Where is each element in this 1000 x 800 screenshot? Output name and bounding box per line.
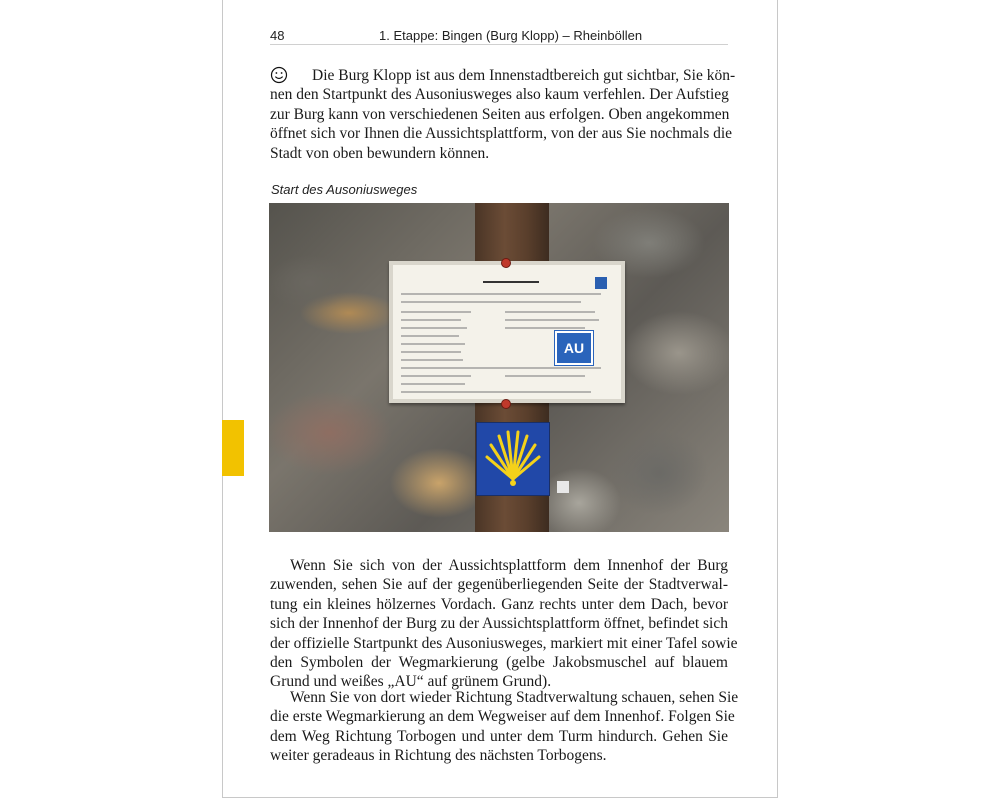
body-line: Grund und weißes „AU“ auf grünem Grund). [270, 673, 552, 691]
body-line: der offizielle Startpunkt des Ausoniusweges, markiert mit einer Tafel sowie [270, 634, 738, 652]
intro-line: Die Burg Klopp ist aus dem Innenstadtbereich gut sichtbar, Sie kön- [312, 67, 736, 84]
intro-line: zur Burg kann von verschiedenen Seiten aus erfolgen. Oben angekommen [270, 105, 730, 123]
chapter-thumb-tab [222, 420, 244, 476]
jakobsmuschel-shell-icon [476, 422, 550, 496]
body-line: tung ein kleines hölzernes Vordach. Ganz rechts unter dem Dach, bevor [270, 595, 728, 613]
au-badge: AU [555, 331, 593, 365]
running-header [270, 28, 728, 45]
photo-trail-start [269, 203, 729, 532]
body-line: Wenn Sie von dort wieder Richtung Stadtverwaltung schauen, sehen Sie [290, 689, 739, 706]
body-line: weiter geradeaus in Richtung des nächsten Torbogens. [270, 747, 607, 765]
body-line: den Symbolen der Wegmarkierung (gelbe Jakobsmuschel auf blauem [270, 654, 728, 672]
pin-icon [501, 399, 511, 409]
white-tag [557, 481, 569, 493]
body-line: zuwenden, sehen Sie auf der gegenüberliegenden Seite der Stadtverwal- [270, 576, 728, 594]
intro-line: nen den Startpunkt des Ausoniusweges also kaum verfehlen. Der Aufstieg [270, 86, 729, 104]
pin-icon [501, 258, 511, 268]
intro-line: Stadt von oben bewundern können. [270, 144, 490, 162]
page-number: 48 [270, 28, 285, 43]
body-line: dem Weg Richtung Torbogen und unter dem Turm hindurch. Gehen Sie [270, 727, 728, 745]
chapter-title: 1. Etappe: Bingen (Burg Klopp) – Rheinböllen [379, 28, 643, 43]
body-paragraph-2 [270, 688, 739, 766]
au-small-icon [595, 277, 607, 289]
body-line: Wenn Sie sich von der Aussichtsplattform dem Innenhof der Burg [290, 557, 728, 574]
body-line: sich der Innenhof der Burg zu der Aussichtsplattform öffnet, befindet sich [270, 615, 728, 633]
photo-caption: Start des Ausoniusweges [271, 182, 418, 197]
body-line: die erste Wegmarkierung an dem Wegweiser auf dem Innenhof. Folgen Sie [270, 708, 735, 726]
information-board [389, 261, 625, 403]
intro-line: öffnet sich vor Ihnen die Aussichtsplattform, von der aus Sie nochmals die [270, 125, 733, 143]
body-paragraph-1 [270, 556, 738, 692]
intro-paragraph [270, 66, 736, 163]
